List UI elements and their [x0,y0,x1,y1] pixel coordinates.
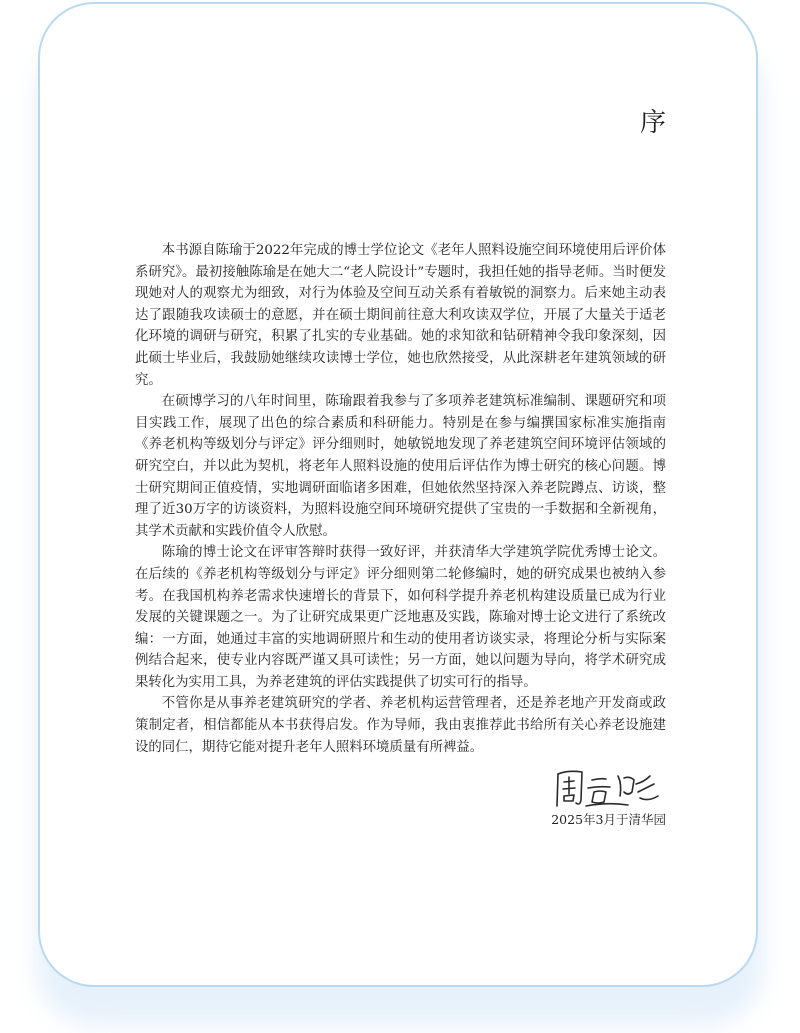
signature-date: 2025年3月于清华园 [551,812,666,827]
paragraph: 陈瑜的博士论文在评审答辩时获得一致好评，并获清华大学建筑学院优秀博士论文。在后续的《养老机构等级划分与评定》评分细则第二轮修编时，她的研究成果也被纳入参考。在我国机构养老需求快速增长的背景下，如何科学提升养老机构建设质量已成为行业发展的关键课题之一。为了让研究成果更广泛地惠及实践，陈瑜对博士论文进行了系统改编：一方面，她通过丰富的实地调研照片和生动的使用者访谈实录，将理论分析与实际案例结合起来，使专业内容既严谨又具可读性；另一方面，她以问题为导向，将学术研究成果转化为实用工具，为养老建筑的评估实践提供了切实可行的指导。 [135,545,666,690]
page-title: 序 [639,108,666,138]
paragraph: 不管你是从事养老建筑研究的学者、养老机构运营管理者，还是养老地产开发商或政策制定者，相信都能从本书获得启发。作为导师，我由衷推荐此书给所有关心养老设施建设的同仁，期待它能对提升老年人照料环境质量有所裨益。 [135,696,666,755]
paragraph: 在硕博学习的八年时间里，陈瑜跟着我参与了多项养老建筑标准编制、课题研究和项目实践工作，展现了出色的综合素质和科研能力。特别是在参与编撰国家标准实施指南《养老机构等级划分与评定》评分细则时，她敏锐地发现了养老建筑空间环境评估领域的研究空白，并以此为契机，将老年人照料设施的使用后评估作为博士研究的核心问题。博士研究期间正值疫情，实地调研面临诸多困难，但她依然坚持深入养老院蹲点、访谈，整理了近30万字的访谈资料，为照料设施空间环境研究提供了宝贵的一手数据和全新视角，其学术贡献和实践价值令人欣慰。 [135,394,666,539]
preface-body [135,240,666,758]
paragraph: 本书源自陈瑜于2022年完成的博士学位论文《老年人照料设施空间环境使用后评价体系研究》。最初接触陈瑜是在她大二“老人院设计”专题时，我担任她的指导老师。当时便发现她对人的观察尤为细致，对行为体验及空间互动关系有着敏锐的洞察力。后来她主动表达了跟随我攻读硕士的意愿，并在硕士期间前往意大利攻读双学位，开展了大量关于适老化环境的调研与研究，积累了扎实的专业基础。她的求知欲和钻研精神令我印象深刻，因此硕士毕业后，我鼓励她继续攻读博士学位，她也欣然接受，从此深耕老年建筑领域的研究。 [135,243,666,388]
handwritten-signature [548,762,668,814]
